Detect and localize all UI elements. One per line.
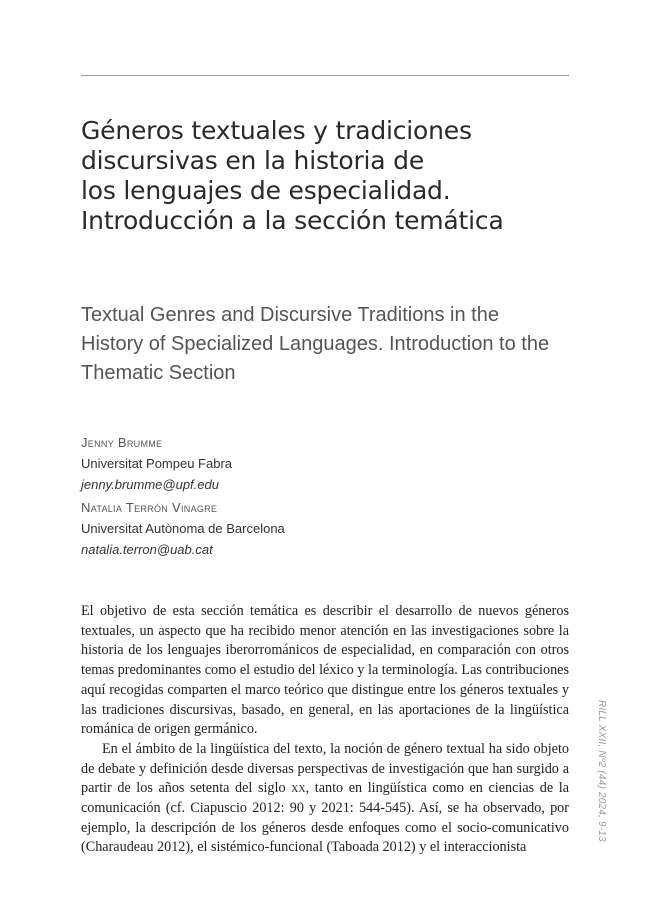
author-affiliation: Universitat Pompeu Fabra	[81, 456, 233, 471]
paragraph-2	[81, 740, 569, 858]
author-name: Jenny Brumme	[81, 435, 163, 450]
title-es-line: los lenguajes de especialidad.	[81, 176, 451, 205]
body-text	[81, 602, 569, 858]
title-es-line: Géneros textuales y tradiciones	[81, 116, 472, 145]
title-es-line: Introducción a la sección temática	[81, 206, 504, 235]
title-en-line: Thematic Section	[81, 362, 236, 384]
author-name: Natalia Terrón Vinagre	[81, 500, 218, 515]
author-1	[81, 432, 381, 495]
paragraph-1: El objetivo de esta sección temática es describir el desarrollo de nuevos géneros textuales, un aspecto que ha recibido menor atención en las investigaciones sobre la historia de los lenguajes iberorrománicos de especialidad, en comparación con otros temas predominantes como el estudio del léxico y la terminología. Las contribuciones aquí recogidas comparten el marco teórico que distingue entre los géneros textuales y las tradiciones discursivas, basado, en general, en las aportaciones de la lingüística románica de origen germánico.	[81, 603, 569, 738]
century-numeral: xx	[291, 780, 306, 797]
top-rule	[81, 75, 569, 76]
author-2	[81, 497, 381, 560]
author-email[interactable]: jenny.brumme@upf.edu	[81, 477, 219, 492]
paragraph-2-part-a: En el ámbito de la lingüística del texto, la noción de género textual ha sido objeto de debate y definición desde diversas perspectivas de investigación que han surgido a partir de los años setenta del siglo	[81, 740, 569, 797]
paragraph-2-part-b: , tanto en lingüística como en ciencias de la comunicación (cf. Ciapuscio 2012: 90 y 2021: 544-545). Así, se ha observado, por ejemplo, la descripción de los géneros desde enfoques como el socio-comunicativo (Charaudeau 2012), el sistémico-funcional (Taboada 2012) y el interaccionista	[81, 780, 569, 856]
title-en-line: History of Specialized Languages. Introduction to the	[81, 333, 550, 355]
title-en-line: Textual Genres and Discursive Traditions in the	[81, 304, 499, 326]
title-english	[81, 301, 581, 388]
author-block	[81, 432, 381, 560]
title-es-line: discursivas en la historia de	[81, 146, 425, 175]
author-affiliation: Universitat Autònoma de Barcelona	[81, 521, 285, 536]
side-citation: RILL XXII, Nº2 (44) 2024, 9-13	[596, 700, 607, 842]
title-spanish	[81, 116, 581, 236]
author-email[interactable]: natalia.terron@uab.cat	[81, 542, 213, 557]
